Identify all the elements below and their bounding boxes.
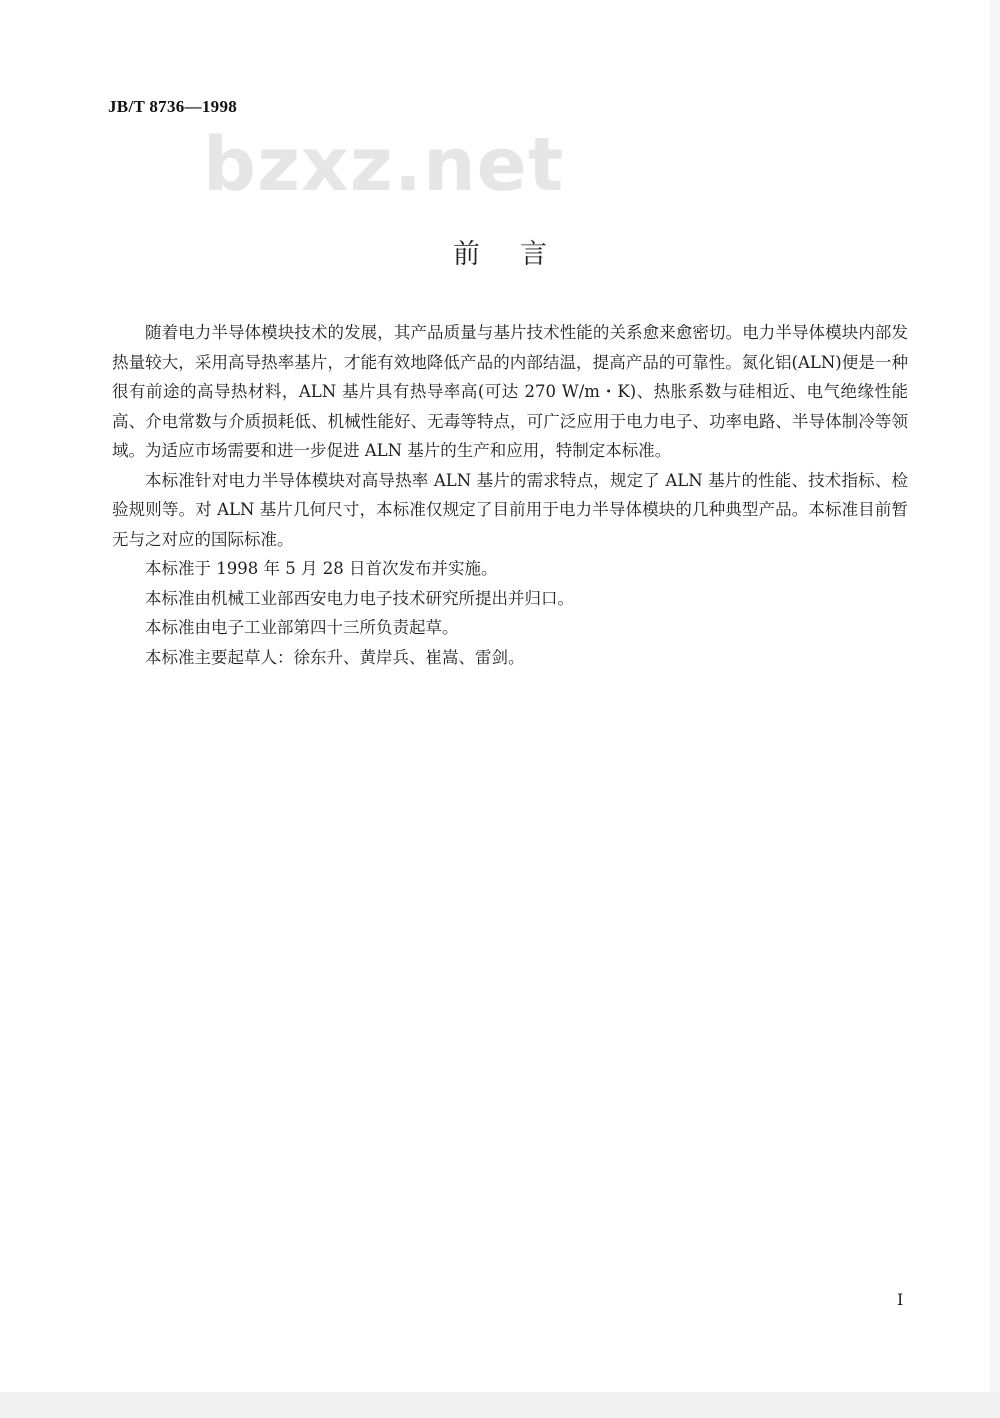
page-title: 前言 bbox=[453, 239, 587, 270]
foreword-body bbox=[112, 318, 908, 672]
page-number: I bbox=[897, 1290, 904, 1309]
paragraph-drafting-unit: 本标准由电子工业部第四十三所负责起草。 bbox=[145, 618, 459, 637]
paragraph-intro: 随着电力半导体模块技术的发展，其产品质量与基片技术性能的关系愈来愈密切。电力半导体模块内部发热量较大，采用高导热率基片，才能有效地降低产品的内部结温，提高产品的可靠性。氮化铝(ALN)便是一种很有前途的高导热材料，ALN 基片具有热导率高(可达 270 W/m・K)、热胀系数与硅相近、电气绝缘性能高、介电常数与介质损耗低、机械性能好、无毒等特点，可广泛应用于电力电子、功率电路、半导体制冷等领域。为适应市场需要和进一步促进 ALN 基片的生产和应用，特制定本标准。 bbox=[112, 323, 908, 460]
paragraph-proposer: 本标准由机械工业部西安电力电子技术研究所提出并归口。 bbox=[145, 588, 574, 608]
paragraph-release-date: 本标准于 1998 年 5 月 28 日首次发布并实施。 bbox=[145, 559, 498, 578]
scan-edge-bottom bbox=[0, 1392, 1000, 1418]
watermark: bzxz.net bbox=[203, 122, 565, 208]
paragraph-scope: 本标准针对电力半导体模块对高导热率 ALN 基片的需求特点，规定了 ALN 基片的性能、技术指标、检验规则等。对 ALN 基片几何尺寸，本标准仅规定了目前用于电力半导体模块的几种典型产品。本标准目前暂无与之对应的国际标准。 bbox=[112, 470, 908, 549]
paragraph-drafters: 本标准主要起草人：徐东升、黄岸兵、崔嵩、雷剑。 bbox=[145, 647, 525, 667]
standard-code: JB/T 8736—1998 bbox=[108, 97, 238, 116]
scan-edge-right bbox=[990, 0, 1000, 1418]
